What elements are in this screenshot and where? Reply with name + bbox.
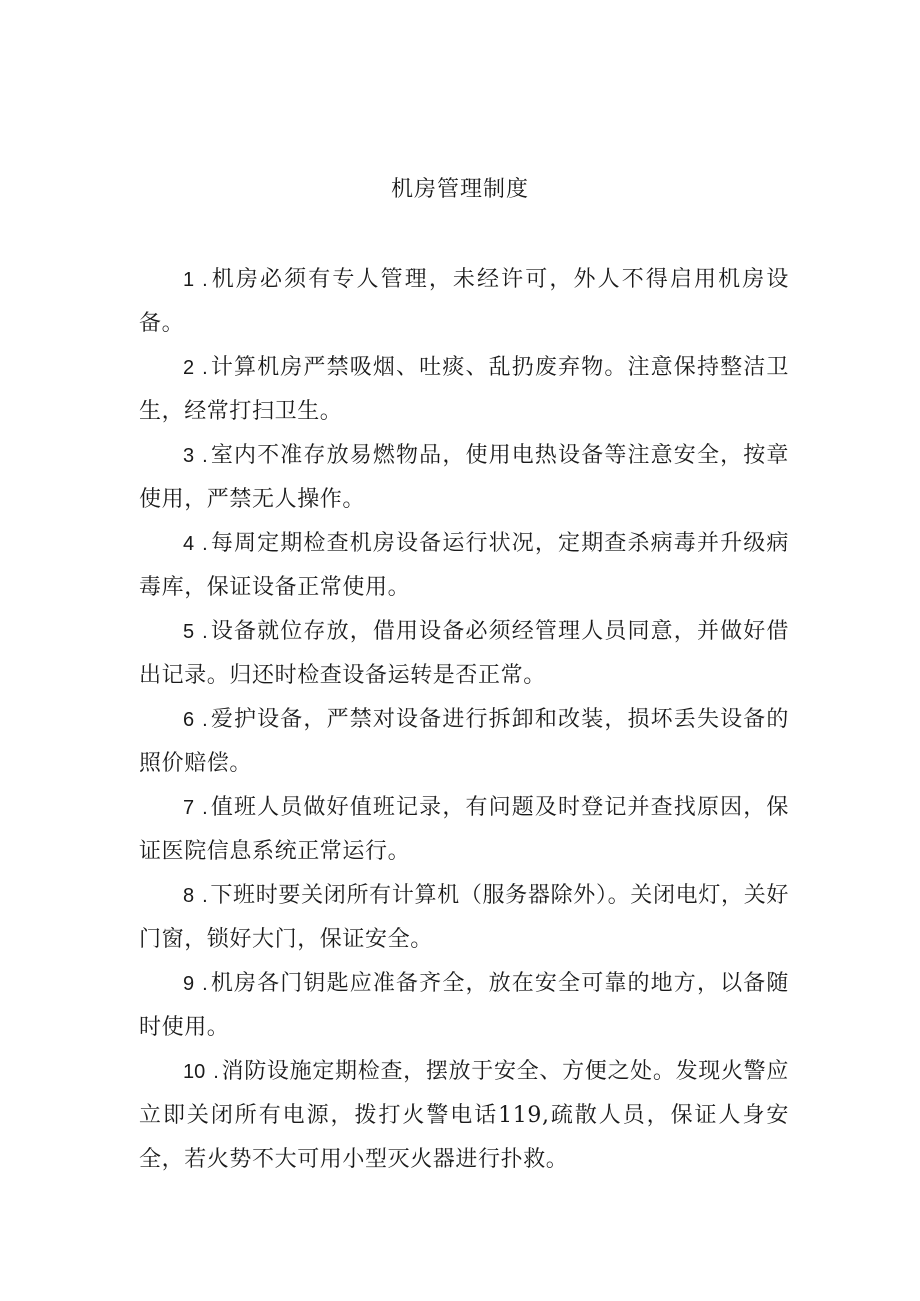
- rule-item: [139, 346, 789, 434]
- rule-separator: .: [202, 709, 209, 731]
- page-title: 机房管理制度: [390, 177, 529, 202]
- rule-item: [139, 874, 789, 962]
- rule-item: [139, 962, 789, 1050]
- rule-separator: .: [213, 1061, 220, 1083]
- rule-number: 8: [183, 885, 195, 907]
- rule-text: 爱护设备，严禁对设备进行拆卸和改装，损坏丢失设备的照价赔偿。: [139, 707, 789, 776]
- rule-number: 4: [183, 533, 195, 555]
- rule-number: 3: [183, 445, 195, 467]
- rule-item: [139, 698, 789, 786]
- rule-separator: .: [202, 797, 209, 819]
- rule-number: 2: [183, 357, 195, 379]
- rule-number: 5: [183, 621, 195, 643]
- rule-text: 每周定期检查机房设备运行状况，定期查杀病毒并升级病毒库，保证设备正常使用。: [139, 531, 789, 600]
- rule-number: 1: [183, 269, 195, 291]
- rule-text: 设备就位存放，借用设备必须经管理人员同意，并做好借出记录。归还时检查设备运转是否正常。: [139, 619, 789, 688]
- rules-list: [139, 258, 789, 1182]
- rule-text: 值班人员做好值班记录，有问题及时登记并查找原因，保证医院信息系统正常运行。: [139, 795, 789, 864]
- rule-separator: .: [202, 533, 209, 555]
- rule-separator: .: [202, 973, 209, 995]
- rule-text: 消防设施定期检查，摆放于安全、方便之处。发现火警应立即关闭所有电源，拨打火警电话119,疏散人员，保证人身安全，若火势不大可用小型灭火器进行扑救。: [139, 1059, 789, 1172]
- rule-number: 6: [183, 709, 195, 731]
- rule-number: 10: [183, 1061, 206, 1083]
- rule-item: [139, 786, 789, 874]
- rule-number: 7: [183, 797, 195, 819]
- rule-text: 机房各门钥匙应准备齐全，放在安全可靠的地方，以备随时使用。: [139, 971, 789, 1040]
- rule-separator: .: [202, 621, 209, 643]
- rule-separator: .: [202, 445, 209, 467]
- rule-item: [139, 522, 789, 610]
- rule-text: 室内不准存放易燃物品，使用电热设备等注意安全，按章使用，严禁无人操作。: [139, 443, 789, 512]
- rule-separator: .: [202, 357, 209, 379]
- rule-text: 下班时要关闭所有计算机（服务器除外）。关闭电灯，关好门窗，锁好大门，保证安全。: [139, 883, 789, 952]
- rule-item: [139, 1050, 789, 1182]
- rule-item: [139, 434, 789, 522]
- rule-separator: .: [202, 269, 209, 291]
- rule-item: [139, 610, 789, 698]
- rule-item: [139, 258, 789, 346]
- rule-separator: .: [202, 885, 209, 907]
- rule-text: 计算机房严禁吸烟、吐痰、乱扔废弃物。注意保持整洁卫生，经常打扫卫生。: [139, 355, 789, 424]
- rule-number: 9: [183, 973, 195, 995]
- rule-text: 机房必须有专人管理，未经许可，外人不得启用机房设备。: [139, 267, 789, 336]
